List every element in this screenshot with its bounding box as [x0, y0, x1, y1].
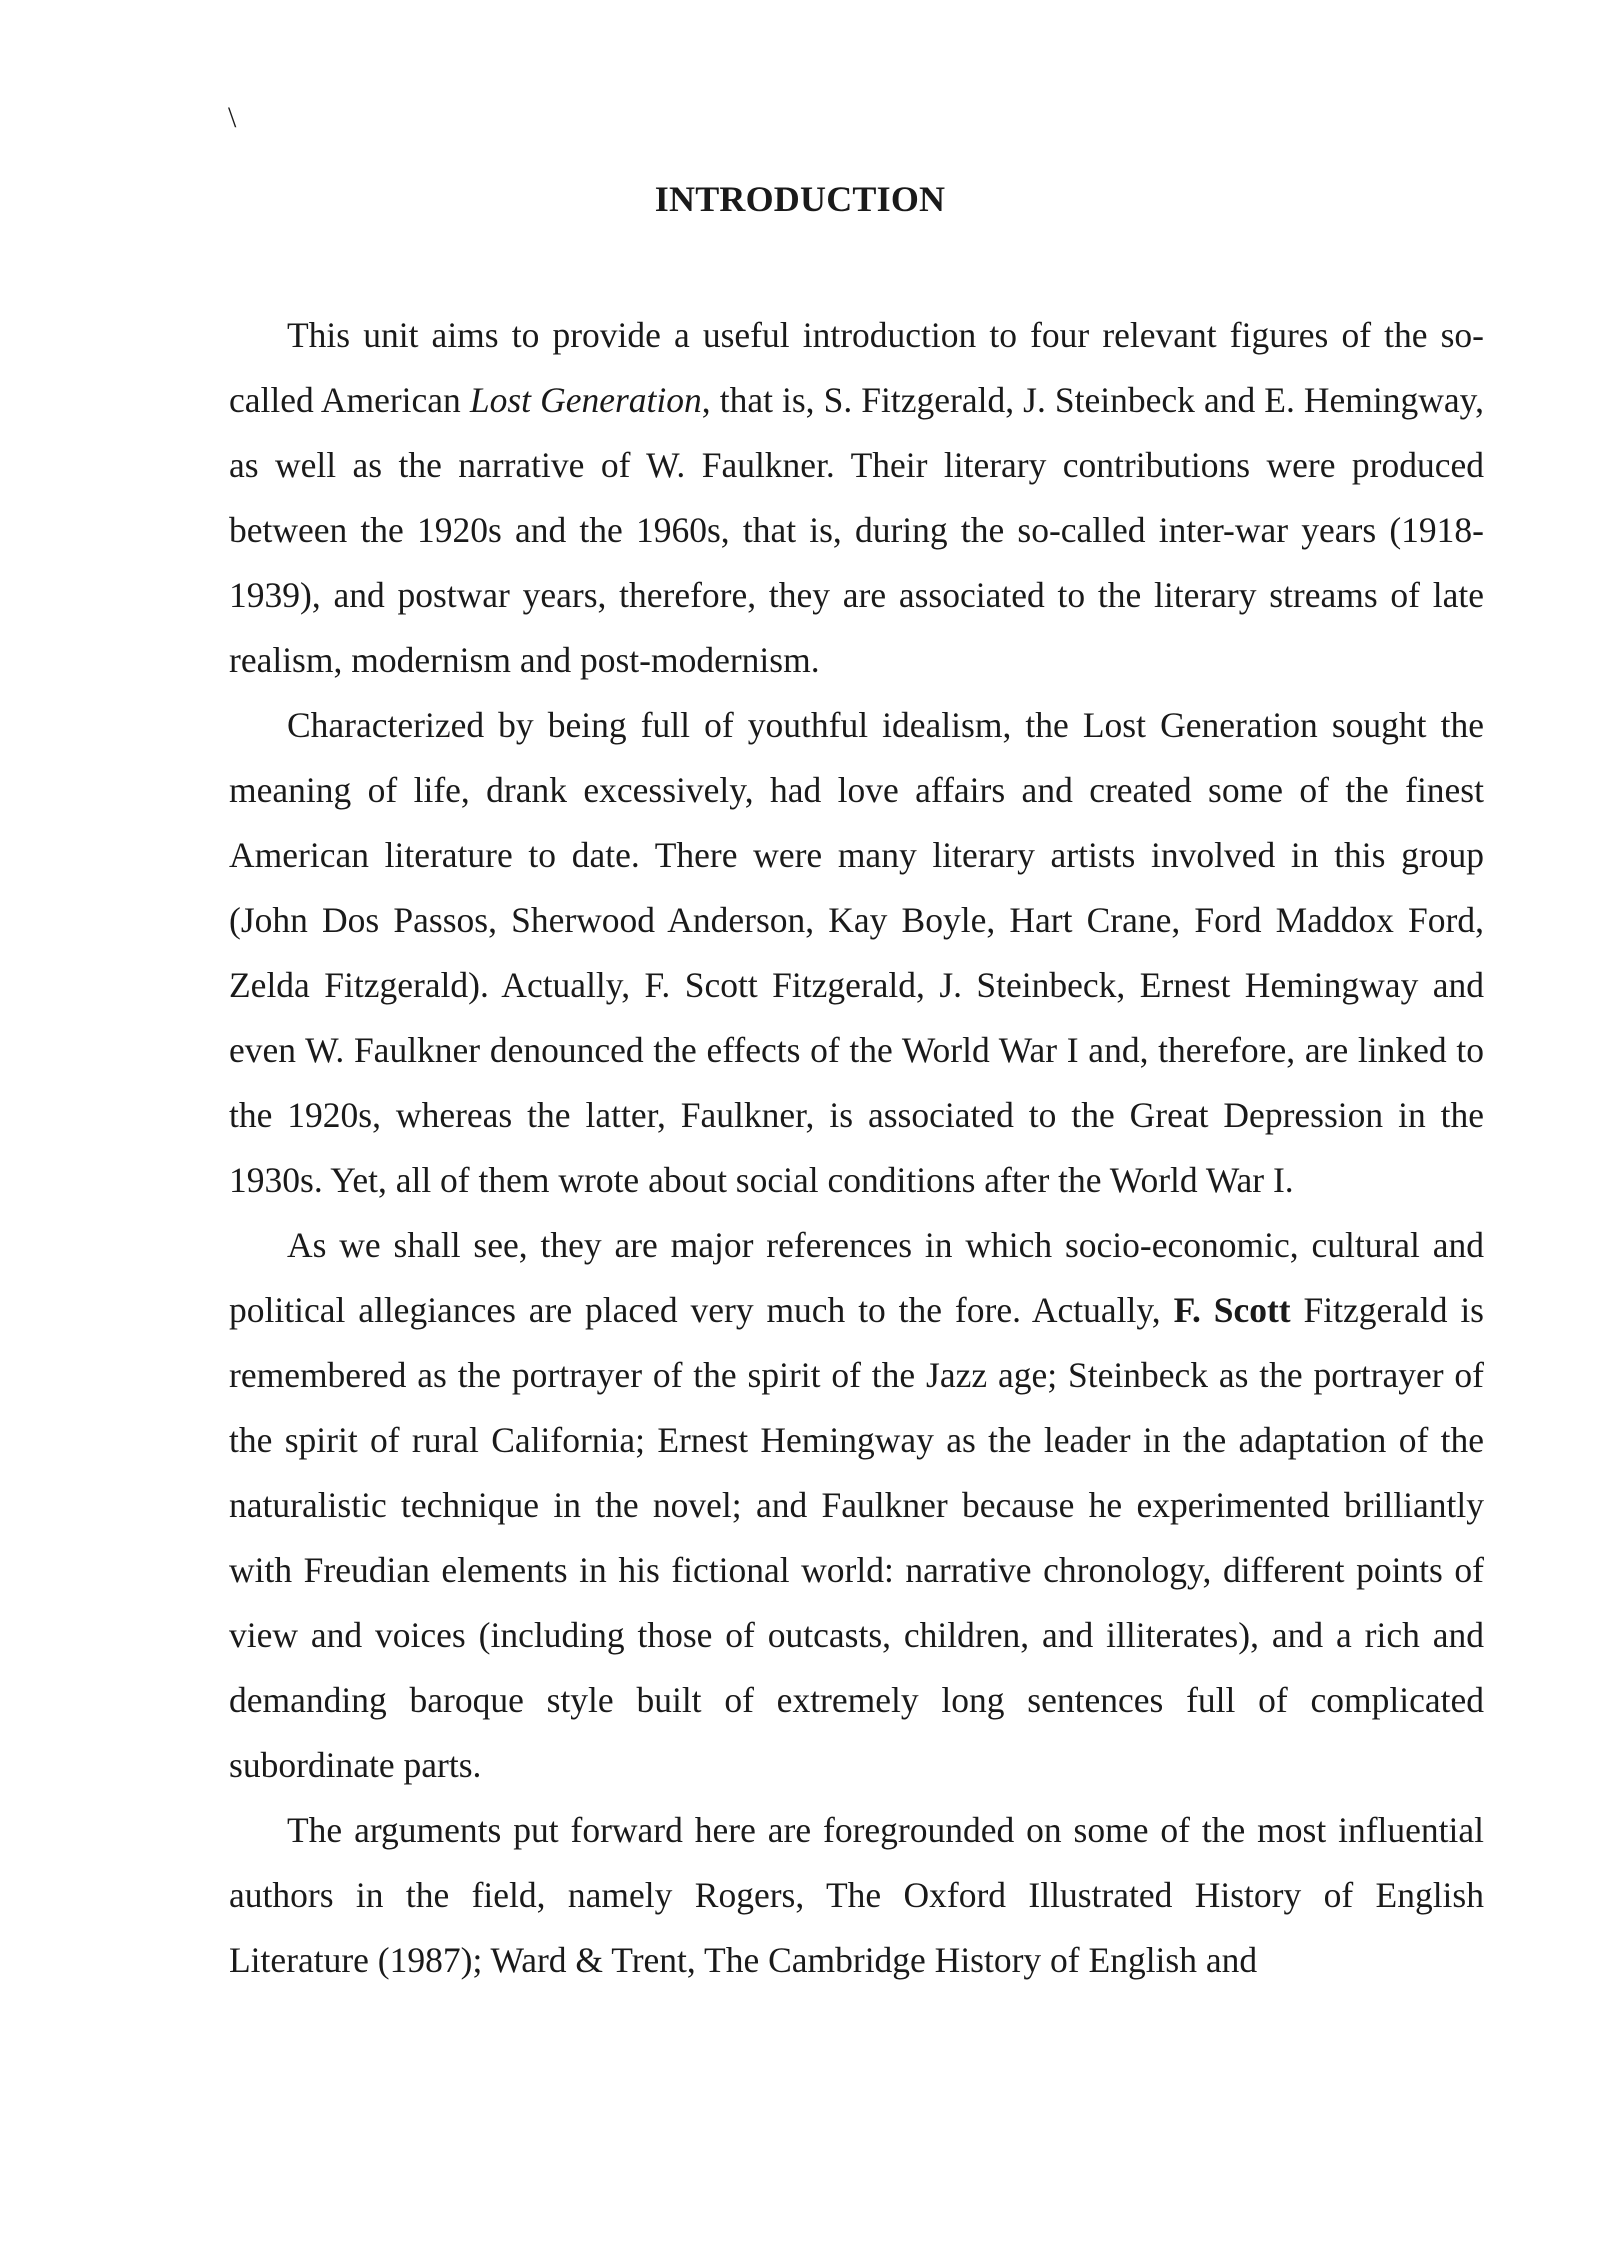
paragraph-1-text-a: This unit aims to provide a useful introduction to four relevant figures of the so-called American — [229, 315, 1484, 420]
paragraph-1-italic-term: Lost Generation — [469, 380, 702, 420]
paragraph-1 — [229, 303, 1484, 693]
paragraph-3-text-a: As we shall see, they are major references in which socio-economic, cultural and political allegiances are placed very much to the fore. Actually, — [229, 1225, 1484, 1330]
paragraph-3-text-b: Fitzgerald is remembered as the portrayer of the spirit of the Jazz age; Steinbeck as the portrayer of the spirit of rural California; Ernest Hemingway as the leader in the adaptation of the naturalistic technique in the novel; and Faulkner because he experimented brilliantly with Freudian elements in his fictional world: narrative chronology, different points of view and voices (including those of outcasts, children, and illiterates), and a rich and demanding baroque style built of extremely long sentences full of complicated subordinate parts. — [229, 1290, 1484, 1785]
paragraph-3-bold-name: F. Scott — [1173, 1290, 1291, 1330]
paragraph-3 — [229, 1213, 1484, 1798]
paragraph-1-text-b: , that is, S. Fitzgerald, J. Steinbeck and E. Hemingway, as well as the narrative of W. Faulkner. Their literary contributions were produced between the 1920s and the 1960s, that is, during the so-called inter-war years (1918-1939), and postwar years, therefore, they are associated to the literary streams of late realism, modernism and post-modernism. — [229, 380, 1484, 680]
page-title: INTRODUCTION — [654, 179, 946, 219]
paragraph-2: Characterized by being full of youthful idealism, the Lost Generation sought the meaning of life, drank excessively, had love affairs and created some of the finest American literature to date. There were many literary artists involved in this group (John Dos Passos, Sherwood Anderson, Kay Boyle, Hart Crane, Ford Maddox Ford, Zelda Fitzgerald). Actually, F. Scott Fitzgerald, J. Steinbeck, Ernest Hemingway and even W. Faulkner denounced the effects of the World War I and, therefore, are linked to the 1920s, whereas the latter, Faulkner, is associated to the Great Depression in the 1930s. Yet, all of them wrote about social conditions after the World War I. — [229, 705, 1484, 1200]
corner-mark: \ — [228, 101, 237, 134]
paragraph-4: The arguments put forward here are foregrounded on some of the most influential authors in the field, namely Rogers, The Oxford Illustrated History of English Literature (1987); Ward & Trent, The Cambridge History of English and — [229, 1810, 1484, 1980]
body-text — [229, 303, 1484, 1993]
